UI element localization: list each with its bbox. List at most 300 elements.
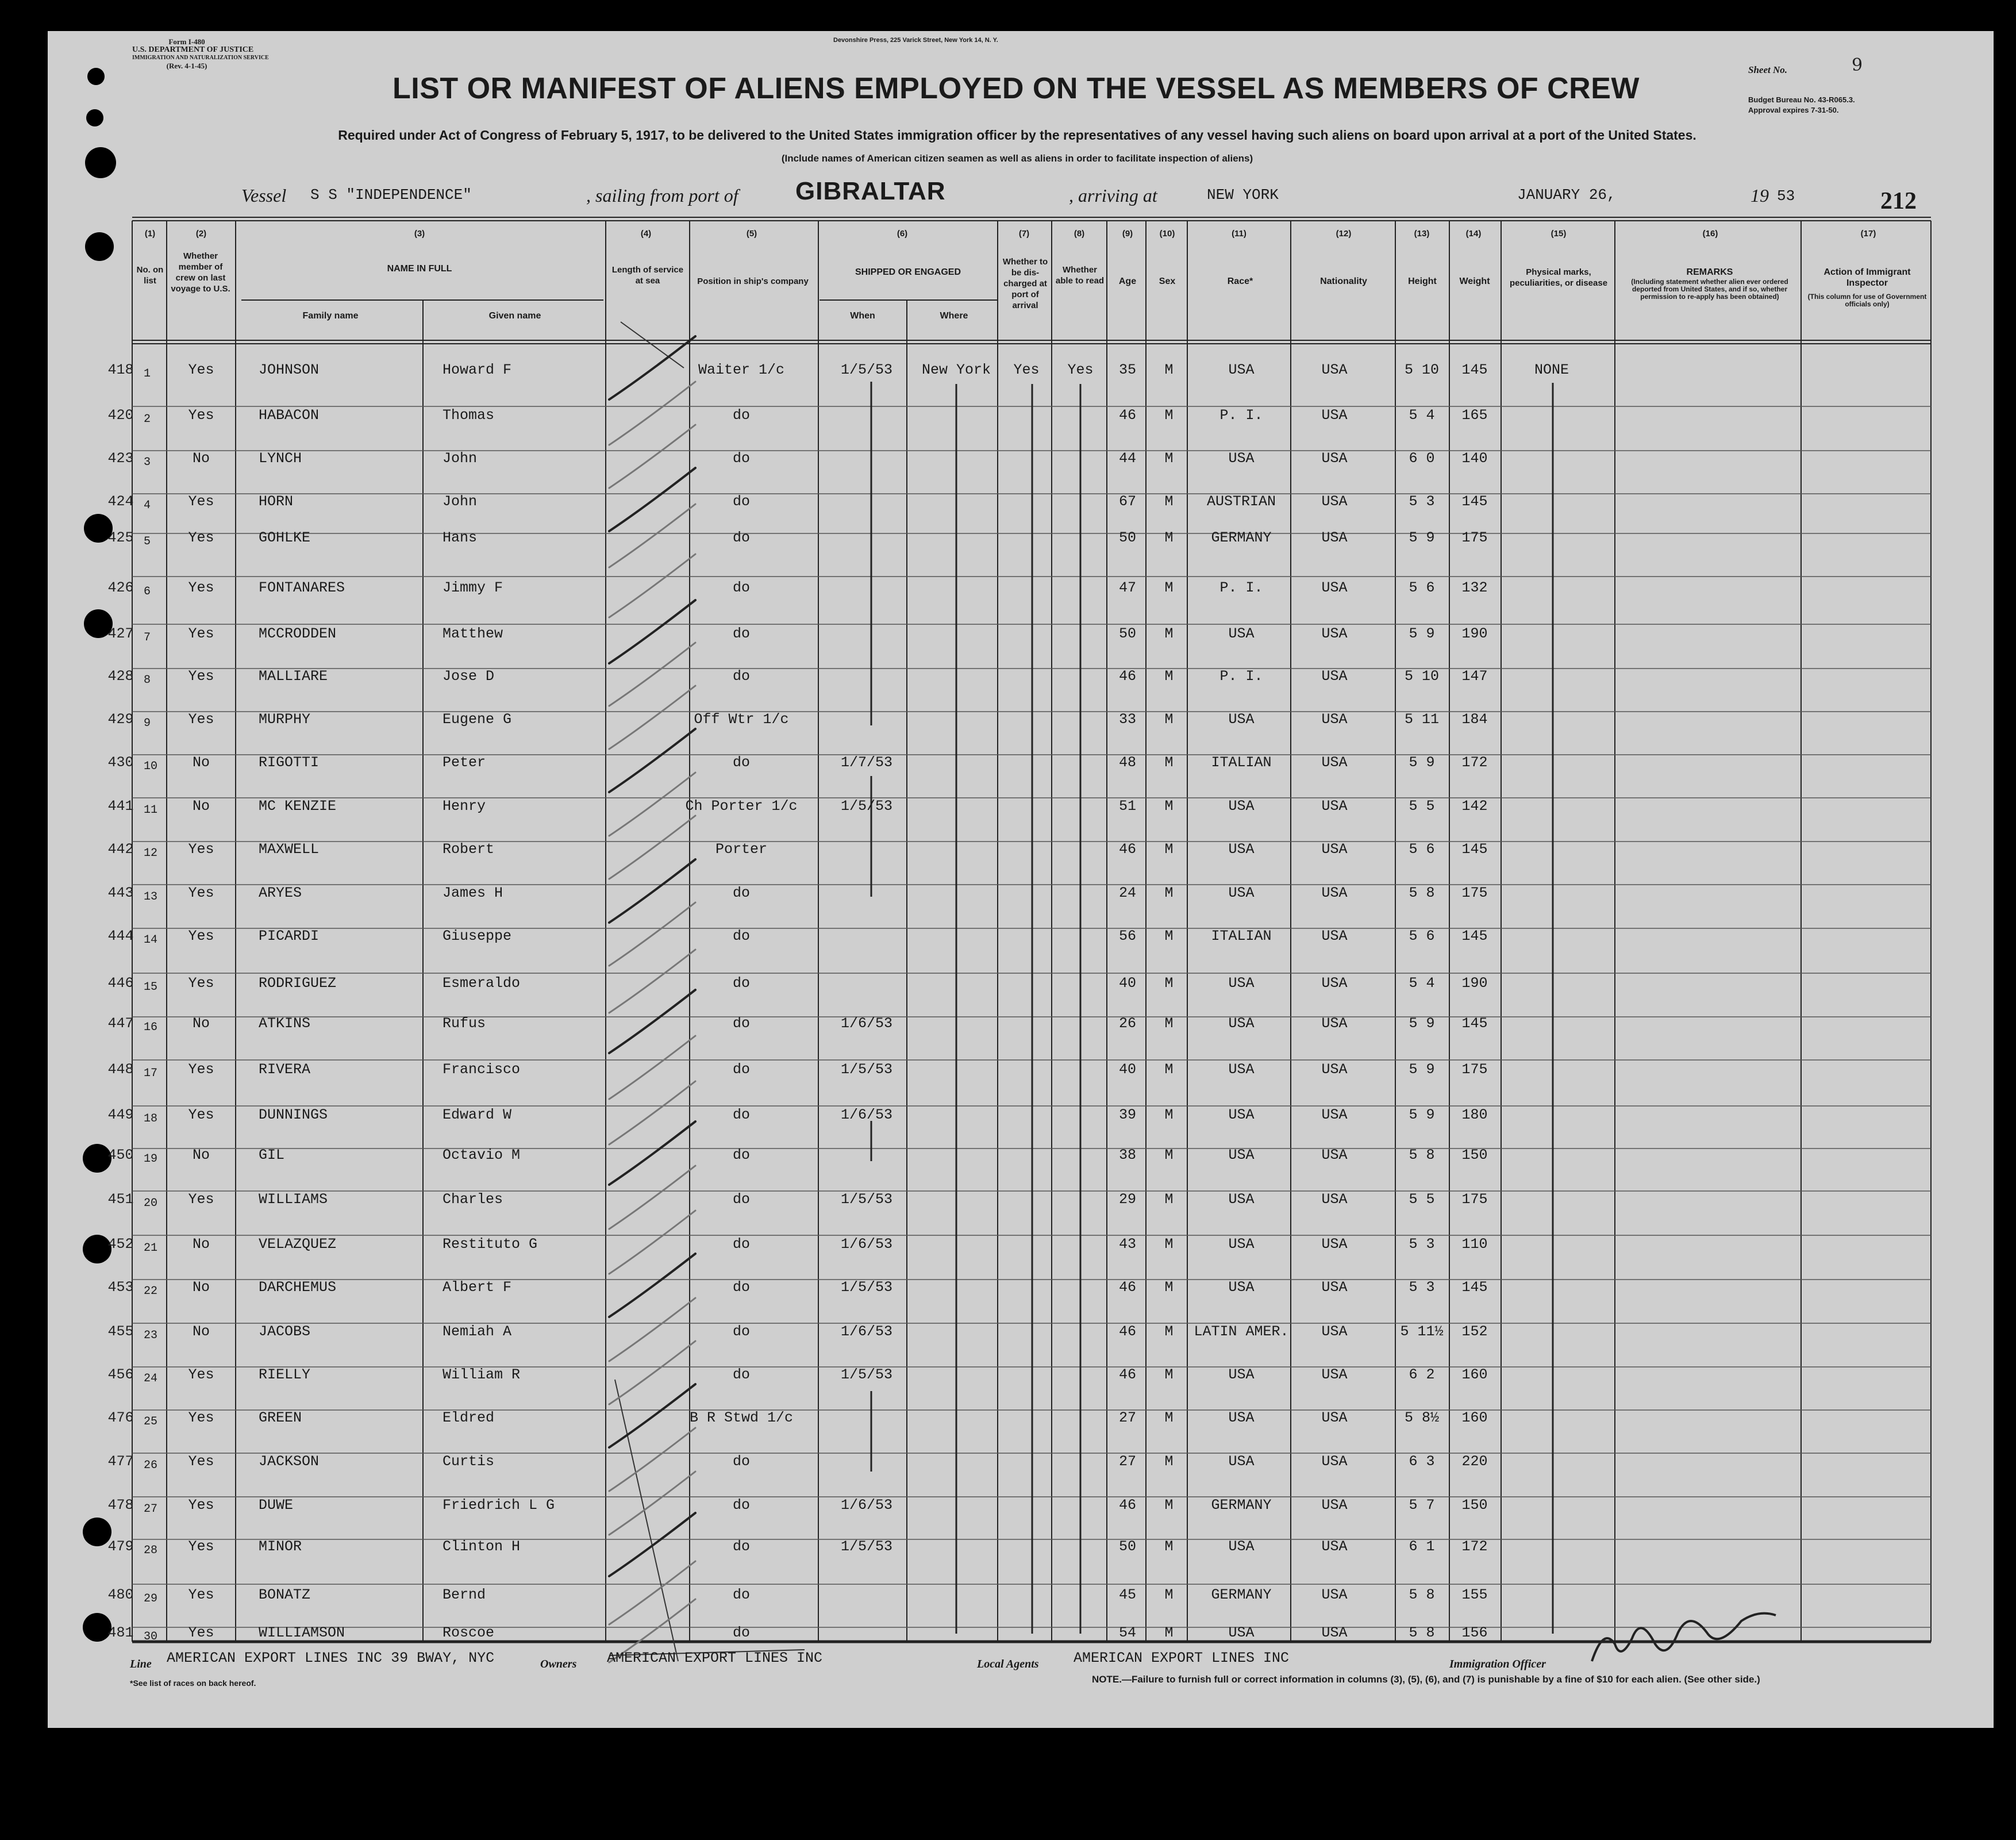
- cell-height: 5 9: [1409, 1107, 1435, 1123]
- cell-sex: M: [1164, 1323, 1174, 1340]
- cell-given: Matthew: [443, 625, 503, 642]
- cell-family: RIVERA: [259, 1061, 311, 1078]
- pen-check-mark: [609, 902, 695, 966]
- cell-member: Yes: [188, 1366, 214, 1383]
- cell-race: USA: [1228, 1538, 1255, 1555]
- cell-nationality: USA: [1321, 841, 1348, 858]
- cell-position: do: [732, 668, 751, 685]
- cell-sex: M: [1164, 1624, 1174, 1641]
- cell-sex: M: [1164, 1497, 1174, 1514]
- cell-ref: 427: [107, 625, 134, 642]
- cell-race: USA: [1228, 1061, 1255, 1078]
- col16-num: (16): [1702, 229, 1718, 239]
- cell-given: Jimmy F: [443, 579, 503, 596]
- cell-race: USA: [1228, 798, 1255, 815]
- cell-n: 29: [144, 1592, 158, 1605]
- cell-height: 6 1: [1409, 1538, 1435, 1555]
- cell-family: RIGOTTI: [259, 754, 320, 771]
- cell-member: Yes: [188, 1107, 214, 1123]
- cell-ref: 478: [107, 1497, 134, 1514]
- cell-nationality: USA: [1321, 1624, 1348, 1641]
- cell-ref: 481: [107, 1624, 134, 1641]
- pen-check-mark: [609, 1513, 695, 1576]
- cell-nationality: USA: [1321, 1453, 1348, 1470]
- agents-name: AMERICAN EXPORT LINES INC: [1074, 1650, 1290, 1666]
- pen-check-mark: [609, 950, 695, 1013]
- cell-member: Yes: [188, 1587, 214, 1603]
- cell-race: GERMANY: [1211, 1587, 1272, 1603]
- year: 53: [1777, 187, 1795, 205]
- cell-given: Francisco: [443, 1061, 521, 1078]
- cell-n: 2: [144, 413, 151, 426]
- cell-position: do: [732, 1191, 751, 1208]
- cell-race: USA: [1228, 1624, 1255, 1641]
- cell-age: 46: [1118, 841, 1137, 858]
- cell-race: USA: [1228, 1107, 1255, 1123]
- cell-sex: M: [1164, 362, 1174, 378]
- cell-height: 5 7: [1409, 1497, 1435, 1514]
- cell-height: 6 2: [1409, 1366, 1435, 1383]
- cell-position: do: [732, 579, 751, 596]
- cell-age: 40: [1118, 975, 1137, 992]
- cell-position: do: [732, 1453, 751, 1470]
- cell-weight: 152: [1461, 1323, 1488, 1340]
- cell-given: Clinton H: [443, 1538, 521, 1555]
- cell-member: Yes: [188, 975, 214, 992]
- cell-family: GIL: [259, 1147, 285, 1163]
- cell-n: 24: [144, 1372, 158, 1385]
- col-remarks-note: (Including statement whether alien ever ordered deported from United States, and if so, whether permission to re-apply has been obtained): [1631, 278, 1788, 301]
- cell-family: WILLIAMSON: [259, 1624, 345, 1641]
- cell-age: 46: [1118, 1366, 1137, 1383]
- cell-when: 1/7/53: [840, 754, 893, 771]
- cell-age: 40: [1118, 1061, 1137, 1078]
- cell-member: Yes: [188, 1409, 214, 1426]
- cell-given: Rufus: [443, 1015, 486, 1032]
- col-height: Height: [1408, 276, 1437, 286]
- cell-family: JACOBS: [259, 1323, 311, 1340]
- cell-weight: 145: [1461, 493, 1488, 510]
- owners-label: Owners: [540, 1658, 577, 1670]
- cell-given: Eugene G: [443, 711, 512, 728]
- subtitle: Required under Act of Congress of February 5, 1917, to be delivered to the United States immigration officer by the representatives of any vessel having such aliens on board upon arrival at a port of the United States.: [338, 128, 1696, 143]
- cell-ref: 446: [107, 975, 134, 992]
- cell-sex: M: [1164, 1107, 1174, 1123]
- cell-height: 5 9: [1409, 529, 1435, 546]
- cell-n: 17: [144, 1067, 158, 1080]
- cell-ref: 476: [107, 1409, 134, 1426]
- cell-family: MURPHY: [259, 711, 311, 728]
- cell-ref: 425: [107, 529, 134, 546]
- col6-num: (6): [897, 229, 908, 239]
- cell-ref: 452: [107, 1236, 134, 1253]
- cell-position: do: [732, 1624, 751, 1641]
- cell-height: 6 3: [1409, 1453, 1435, 1470]
- cell-nationality: USA: [1321, 798, 1348, 815]
- cell-member: Yes: [188, 362, 214, 378]
- cell-n: 5: [144, 535, 151, 548]
- cell-weight: 150: [1461, 1497, 1488, 1514]
- cell-position: do: [732, 625, 751, 642]
- cell-family: DARCHEMUS: [259, 1279, 337, 1296]
- cell-weight: 184: [1461, 711, 1488, 728]
- cell-sex: M: [1164, 407, 1174, 424]
- cell-age: 35: [1118, 362, 1137, 378]
- cell-when: 1/5/53: [840, 1538, 893, 1555]
- cell-position: do: [732, 885, 751, 901]
- cell-n: 11: [144, 804, 158, 817]
- cell-race: P. I.: [1219, 668, 1263, 685]
- cell-position: Ch Porter 1/c: [685, 798, 798, 815]
- cell-nationality: USA: [1321, 1015, 1348, 1032]
- col-given-name: Given name: [488, 311, 541, 321]
- cell-ref: 451: [107, 1191, 134, 1208]
- cell-age: 43: [1118, 1236, 1137, 1253]
- cell-weight: 172: [1461, 754, 1488, 771]
- cell-position: Waiter 1/c: [698, 362, 785, 378]
- col-action-note: (This column for use of Government officials only): [1807, 293, 1927, 308]
- col9-num: (9): [1122, 229, 1133, 239]
- cell-ref: 426: [107, 579, 134, 596]
- cell-nationality: USA: [1321, 1409, 1348, 1426]
- service: IMMIGRATION AND NATURALIZATION SERVICE: [132, 55, 269, 61]
- cell-ref: 418: [107, 362, 134, 378]
- cell-given: Peter: [443, 754, 486, 771]
- col17-num: (17): [1860, 229, 1876, 239]
- cell-ref: 448: [107, 1061, 134, 1078]
- cell-height: 5 6: [1409, 928, 1435, 944]
- cell-when: 1/5/53: [840, 1366, 893, 1383]
- cell-race: GERMANY: [1211, 529, 1272, 546]
- cell-nationality: USA: [1321, 1061, 1348, 1078]
- cell-given: Octavio M: [443, 1147, 521, 1163]
- cell-ref: 443: [107, 885, 134, 901]
- cell-member: No: [192, 1015, 210, 1032]
- cell-position: do: [732, 1538, 751, 1555]
- cell-position: do: [732, 975, 751, 992]
- cell-weight: 160: [1461, 1409, 1488, 1426]
- col-physical: Physical marks, peculiarities, or disease: [1509, 267, 1608, 288]
- cell-n: 16: [144, 1021, 158, 1034]
- cell-member: Yes: [188, 668, 214, 685]
- cell-n: 14: [144, 934, 158, 947]
- cell-family: GREEN: [259, 1409, 302, 1426]
- cell-nationality: USA: [1321, 450, 1348, 467]
- cell-given: Albert F: [443, 1279, 512, 1296]
- cell-weight: 175: [1461, 1191, 1488, 1208]
- cell-nationality: USA: [1321, 928, 1348, 944]
- cell-n: 26: [144, 1459, 158, 1472]
- cell-race: USA: [1228, 1015, 1255, 1032]
- cell-age: 46: [1118, 407, 1137, 424]
- cell-n: 13: [144, 890, 158, 904]
- cell-weight: 160: [1461, 1366, 1488, 1383]
- cell-when: 1/5/53: [840, 798, 893, 815]
- cell-position: do: [732, 450, 751, 467]
- col-weight: Weight: [1459, 276, 1490, 286]
- cell-sex: M: [1164, 1409, 1174, 1426]
- cell-race: USA: [1228, 1191, 1255, 1208]
- cell-given: Curtis: [443, 1453, 495, 1470]
- cell-read: Yes: [1067, 362, 1094, 378]
- cell-nationality: USA: [1321, 407, 1348, 424]
- arrival-port: NEW YORK: [1207, 186, 1279, 203]
- cell-age: 50: [1118, 529, 1137, 546]
- sheet-label: Sheet No.: [1748, 64, 1787, 75]
- cell-ref: 429: [107, 711, 134, 728]
- page-title: LIST OR MANIFEST OF ALIENS EMPLOYED ON THE VESSEL AS MEMBERS OF CREW: [393, 72, 1640, 105]
- cell-n: 21: [144, 1242, 158, 1255]
- cell-nationality: USA: [1321, 1236, 1348, 1253]
- cell-weight: 156: [1461, 1624, 1488, 1641]
- cell-when: 1/5/53: [840, 1191, 893, 1208]
- cell-given: Jose D: [443, 668, 495, 685]
- arriving-label: , arriving at: [1069, 185, 1157, 206]
- cell-family: ATKINS: [259, 1015, 311, 1032]
- cell-race: USA: [1228, 1453, 1255, 1470]
- cell-height: 5 8: [1409, 885, 1435, 901]
- col1-num: (1): [144, 229, 156, 239]
- cell-age: 24: [1118, 885, 1137, 901]
- cell-when: 1/6/53: [840, 1323, 893, 1340]
- cell-sex: M: [1164, 529, 1174, 546]
- cell-n: 20: [144, 1197, 158, 1210]
- cell-family: HORN: [259, 493, 294, 510]
- cell-given: Eldred: [443, 1409, 495, 1426]
- cell-family: DUWE: [259, 1497, 294, 1514]
- col2-num: (2): [195, 229, 207, 239]
- cell-weight: 140: [1461, 450, 1488, 467]
- cell-weight: 180: [1461, 1107, 1488, 1123]
- cell-given: Giuseppe: [443, 928, 512, 944]
- cell-height: 5 6: [1409, 579, 1435, 596]
- cell-weight: 142: [1461, 798, 1488, 815]
- cell-age: 38: [1118, 1147, 1137, 1163]
- cell-age: 50: [1118, 625, 1137, 642]
- cell-given: William R: [443, 1366, 521, 1383]
- cell-sex: M: [1164, 975, 1174, 992]
- approval-expires: Approval expires 7-31-50.: [1748, 106, 1839, 114]
- col13-num: (13): [1414, 229, 1430, 239]
- cell-n: 28: [144, 1544, 158, 1557]
- cell-family: JACKSON: [259, 1453, 320, 1470]
- cell-weight: 132: [1461, 579, 1488, 596]
- cell-ref: 453: [107, 1279, 134, 1296]
- cell-race: USA: [1228, 1279, 1255, 1296]
- cell-position: do: [732, 1323, 751, 1340]
- cell-sex: M: [1164, 1191, 1174, 1208]
- cell-race: USA: [1228, 1236, 1255, 1253]
- cell-age: 46: [1118, 1323, 1137, 1340]
- cell-sex: M: [1164, 579, 1174, 596]
- vessel-name: S S "INDEPENDENCE": [310, 186, 472, 203]
- cell-family: MC KENZIE: [259, 798, 337, 815]
- cell-given: James H: [443, 885, 503, 901]
- cell-member: Yes: [188, 493, 214, 510]
- cell-family: RODRIGUEZ: [259, 975, 337, 992]
- cell-race: USA: [1228, 362, 1255, 378]
- cell-given: John: [443, 450, 478, 467]
- cell-position: do: [732, 1061, 751, 1078]
- cell-height: 5 4: [1409, 975, 1435, 992]
- cell-when: 1/5/53: [840, 1279, 893, 1296]
- cell-family: WILLIAMS: [259, 1191, 328, 1208]
- cell-family: MCCRODDEN: [259, 625, 337, 642]
- departure-port: GIBRALTAR: [795, 177, 946, 205]
- pen-check-mark: [609, 468, 695, 531]
- cell-height: 5 9: [1409, 625, 1435, 642]
- cell-family: MINOR: [259, 1538, 302, 1555]
- cell-height: 5 6: [1409, 841, 1435, 858]
- cell-ref: 479: [107, 1538, 134, 1555]
- cell-given: Restituto G: [443, 1236, 538, 1253]
- col-shipped: SHIPPED OR ENGAGED: [855, 267, 961, 277]
- cell-member: No: [192, 1147, 210, 1163]
- cell-age: 39: [1118, 1107, 1137, 1123]
- cell-given: Hans: [443, 529, 478, 546]
- cell-member: Yes: [188, 928, 214, 944]
- col14-num: (14): [1465, 229, 1482, 239]
- page-stamp: 212: [1880, 188, 1917, 214]
- cell-nationality: USA: [1321, 1279, 1348, 1296]
- cell-n: 8: [144, 674, 151, 687]
- cell-position: B R Stwd 1/c: [689, 1409, 794, 1426]
- cell-sex: M: [1164, 1015, 1174, 1032]
- cell-age: 26: [1118, 1015, 1137, 1032]
- cell-race: USA: [1228, 711, 1255, 728]
- arrival-date: JANUARY 26,: [1517, 186, 1616, 203]
- cell-weight: 190: [1461, 975, 1488, 992]
- col-member: Whether member of crew on last voyage to U.S.: [171, 251, 230, 294]
- penalty-note: NOTE.—Failure to furnish full or correct information in columns (3), (5), (6), and (7) is punishable by a fine of $10 for each alien. (See other side.): [1092, 1674, 1760, 1685]
- cell-member: Yes: [188, 711, 214, 728]
- cell-age: 27: [1118, 1453, 1137, 1470]
- cell-family: RIELLY: [259, 1366, 311, 1383]
- cell-family: LYNCH: [259, 450, 302, 467]
- cell-ref: 456: [107, 1366, 134, 1383]
- cell-position: do: [732, 493, 751, 510]
- cell-family: VELAZQUEZ: [259, 1236, 337, 1253]
- year-prefix: 19: [1750, 185, 1769, 206]
- cell-height: 6 0: [1409, 450, 1435, 467]
- cell-when: 1/5/53: [840, 1061, 893, 1078]
- cell-height: 5 11: [1404, 711, 1440, 728]
- cell-member: Yes: [188, 1624, 214, 1641]
- cell-member: No: [192, 450, 210, 467]
- cell-height: 5 5: [1409, 1191, 1435, 1208]
- cell-nationality: USA: [1321, 579, 1348, 596]
- pen-check-mark: [609, 504, 695, 567]
- pen-check-mark: [609, 554, 695, 617]
- col7-num: (7): [1018, 229, 1030, 239]
- cell-height: 5 9: [1409, 754, 1435, 771]
- cell-race: USA: [1228, 625, 1255, 642]
- cell-weight: 220: [1461, 1453, 1488, 1470]
- cell-weight: 172: [1461, 1538, 1488, 1555]
- pen-check-mark: [609, 1561, 695, 1624]
- cell-sex: M: [1164, 1061, 1174, 1078]
- cell-weight: 175: [1461, 529, 1488, 546]
- col15-num: (15): [1551, 229, 1567, 239]
- cell-when: 1/6/53: [840, 1015, 893, 1032]
- cell-race: P. I.: [1219, 579, 1263, 596]
- cell-height: 5 8: [1409, 1147, 1435, 1163]
- cell-height: 5 4: [1409, 407, 1435, 424]
- cell-n: 1: [144, 367, 151, 381]
- cell-nationality: USA: [1321, 1366, 1348, 1383]
- cell-position: do: [732, 1279, 751, 1296]
- cell-sex: M: [1164, 885, 1174, 901]
- cell-n: 6: [144, 585, 151, 598]
- cell-family: GOHLKE: [259, 529, 311, 546]
- col-able-read: Whether able to read: [1055, 265, 1105, 286]
- col11-num: (11): [1232, 229, 1246, 239]
- agents-label: Local Agents: [977, 1658, 1039, 1670]
- cell-given: Esmeraldo: [443, 975, 521, 992]
- cell-given: Henry: [443, 798, 486, 815]
- cell-race: ITALIAN: [1211, 754, 1272, 771]
- cell-race: USA: [1228, 1366, 1255, 1383]
- cell-age: 48: [1118, 754, 1137, 771]
- cell-sex: M: [1164, 668, 1174, 685]
- budget-bureau: Budget Bureau No. 43-R065.3.: [1748, 95, 1855, 104]
- cell-given: Friedrich L G: [443, 1497, 555, 1514]
- cell-age: 44: [1118, 450, 1137, 467]
- cell-n: 23: [144, 1329, 158, 1342]
- cell-nationality: USA: [1321, 754, 1348, 771]
- cell-ref: 449: [107, 1107, 134, 1123]
- cell-nationality: USA: [1321, 529, 1348, 546]
- cell-nationality: USA: [1321, 711, 1348, 728]
- sailing-label: , sailing from port of: [586, 185, 738, 206]
- cell-ref: 441: [107, 798, 134, 815]
- cell-discharged: Yes: [1013, 362, 1040, 378]
- cell-n: 4: [144, 499, 151, 512]
- cell-race: LATIN AMER.: [1194, 1323, 1289, 1340]
- cell-height: 5 10: [1404, 668, 1440, 685]
- col8-num: (8): [1074, 229, 1085, 239]
- cell-position: do: [732, 754, 751, 771]
- cell-n: 7: [144, 631, 151, 644]
- cell-physical: NONE: [1534, 362, 1569, 378]
- col-position: Position in ship's company: [697, 276, 809, 286]
- col-length-service: Length of service at sea: [611, 265, 684, 286]
- cell-race: GERMANY: [1211, 1497, 1272, 1514]
- col-no-on-list: No. on list: [136, 265, 164, 286]
- cell-nationality: USA: [1321, 1323, 1348, 1340]
- cell-race: USA: [1228, 450, 1255, 467]
- col4-num: (4): [640, 229, 652, 239]
- cell-given: Roscoe: [443, 1624, 495, 1641]
- cell-member: No: [192, 1323, 210, 1340]
- cell-member: Yes: [188, 1453, 214, 1470]
- cell-weight: 145: [1461, 1015, 1488, 1032]
- cell-position: do: [732, 1587, 751, 1603]
- cell-given: John: [443, 493, 478, 510]
- cell-given: Charles: [443, 1191, 503, 1208]
- cell-nationality: USA: [1321, 1538, 1348, 1555]
- cell-member: Yes: [188, 1497, 214, 1514]
- cell-race: USA: [1228, 841, 1255, 858]
- cell-ref: 447: [107, 1015, 134, 1032]
- cell-race: USA: [1228, 885, 1255, 901]
- cell-race: P. I.: [1219, 407, 1263, 424]
- cell-member: Yes: [188, 885, 214, 901]
- cell-ref: 477: [107, 1453, 134, 1470]
- cell-nationality: USA: [1321, 493, 1348, 510]
- cell-nationality: USA: [1321, 975, 1348, 992]
- cell-ref: 450: [107, 1147, 134, 1163]
